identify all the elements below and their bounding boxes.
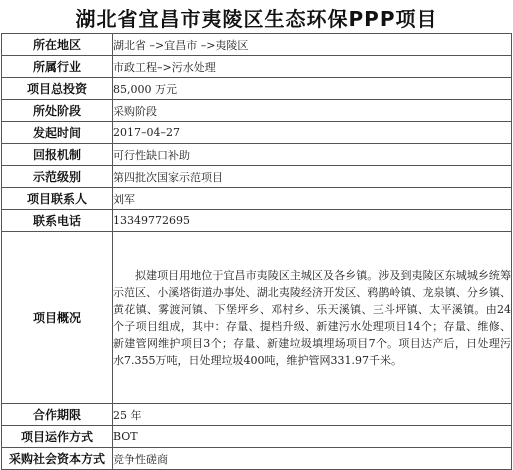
table-row-region <box>2 34 512 56</box>
row-label: 所在地区 <box>2 34 113 56</box>
row-label: 联系电话 <box>2 210 113 232</box>
row-label: 发起时间 <box>2 122 113 144</box>
row-label: 所处阶段 <box>2 100 113 122</box>
overview-text: 拟建项目用地位于宜昌市夷陵区主城区及各乡镇。涉及到夷陵区东城城乡统筹示范区、小溪塔街道办事处、湖北夷陵经济开发区、鸦鹊岭镇、龙泉镇、分乡镇、黄花镇、雾渡河镇、下堡坪乡、邓村乡、乐天溪镇、三斗坪镇、太平溪镇。由24个子项目组成，其中：存量、提档升级、新建污水处理项目14个；存量、维修、新建管网维护项目3个；存量、新建垃圾填埋场项目7个。项目达产后，日处理污水7.355万吨，日处理垃圾400吨，维护管网331.97千米。 <box>113 268 511 367</box>
table-row-contact <box>2 188 512 210</box>
table-row-total-investment <box>2 78 512 100</box>
row-value: 85,000 万元 <box>113 78 512 100</box>
project-info-table <box>1 33 512 470</box>
table-row-return-mechanism <box>2 144 512 166</box>
row-label: 合作期限 <box>2 404 113 426</box>
row-value: BOT <box>113 426 512 448</box>
table-row-industry <box>2 56 512 78</box>
row-value: 13349772695 <box>113 210 512 232</box>
row-value: 可行性缺口补助 <box>113 144 512 166</box>
row-value: 采购阶段 <box>113 100 512 122</box>
row-label: 项目联系人 <box>2 188 113 210</box>
table-row-demo-level <box>2 166 512 188</box>
row-label: 项目总投资 <box>2 78 113 100</box>
row-label: 采购社会资本方式 <box>2 448 113 470</box>
row-label: 项目概况 <box>2 232 113 404</box>
row-value: 湖北省 –>宜昌市 –>夷陵区 <box>113 34 512 56</box>
table-row-stage <box>2 100 512 122</box>
table-row-term <box>2 404 512 426</box>
table-row-overview <box>2 232 512 404</box>
page-title: 湖北省宜昌市夷陵区生态环保PPP项目 <box>75 6 438 31</box>
row-value: 刘军 <box>113 188 512 210</box>
row-label: 回报机制 <box>2 144 113 166</box>
row-value-overview <box>113 232 512 404</box>
row-label: 项目运作方式 <box>2 426 113 448</box>
table-row-start-date <box>2 122 512 144</box>
table-row-operation-mode <box>2 426 512 448</box>
row-value: 市政工程–>污水处理 <box>113 56 512 78</box>
row-value: 25 年 <box>113 404 512 426</box>
table-row-procurement-method <box>2 448 512 470</box>
row-value: 第四批次国家示范项目 <box>113 166 512 188</box>
table-row-phone <box>2 210 512 232</box>
row-value: 竞争性磋商 <box>113 448 512 470</box>
row-label: 示范级别 <box>2 166 113 188</box>
row-value: 2017–04–27 <box>113 122 512 144</box>
row-label: 所属行业 <box>2 56 113 78</box>
